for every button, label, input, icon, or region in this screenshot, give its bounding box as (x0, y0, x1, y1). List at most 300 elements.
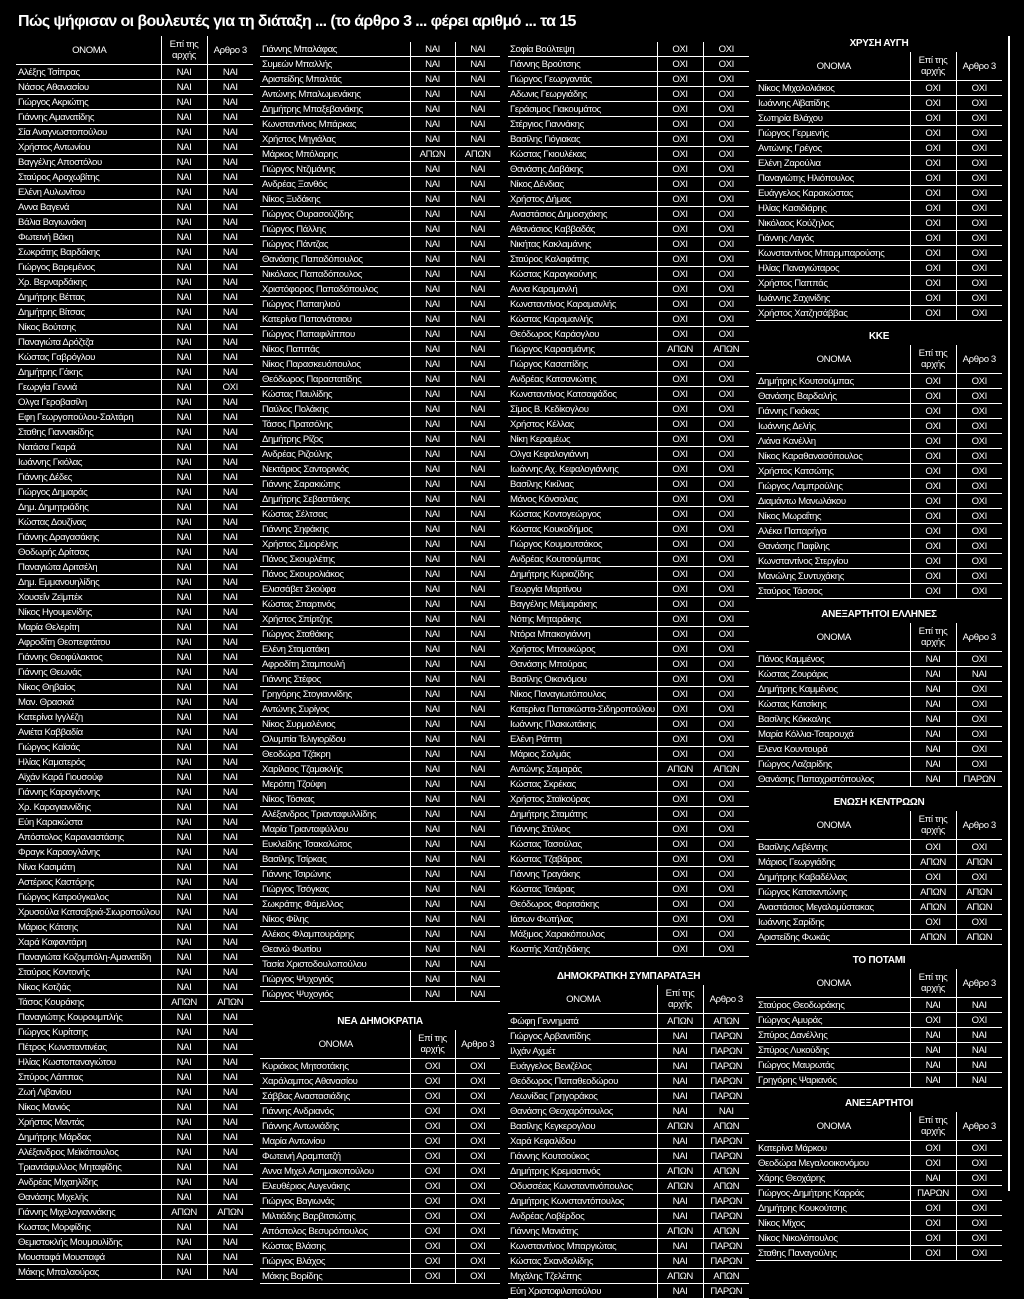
table-row (16, 1130, 253, 1145)
vote-article3: ΝΑΙ (207, 920, 253, 935)
vote-article3: ΟΧΙ (956, 509, 1002, 524)
table-row (756, 509, 1002, 524)
vote-table (756, 811, 1002, 945)
mp-name: Μαν. Θρασκιά (16, 695, 161, 710)
mp-name: Μιχάλης Τζελέπης (508, 1269, 657, 1284)
vote-principle: ΟΧΙ (657, 327, 703, 342)
table-row (508, 627, 749, 642)
mp-name: Δημήτρης Κουτσούμπας (756, 374, 910, 389)
mp-name: Κωστής Χατζηδάκης (508, 942, 657, 957)
vote-article3: ΟΧΙ (956, 1186, 1002, 1201)
mp-name: Δημήτρης Σεβαστάκης (260, 492, 410, 507)
table-row (756, 404, 1002, 419)
vote-principle: ΟΧΙ (910, 1246, 956, 1261)
table-row (16, 1145, 253, 1160)
mp-name: Βασίλης Λεβέντης (756, 840, 910, 855)
vote-article3: ΟΧΙ (703, 687, 749, 702)
table-row (16, 605, 253, 620)
table-row (16, 845, 253, 860)
mp-name: Ανδρέας Λοβέρδος (508, 1209, 657, 1224)
table-row (16, 650, 253, 665)
vote-principle: ΝΑΙ (410, 177, 455, 192)
table-row (260, 42, 500, 57)
table-row (756, 126, 1002, 141)
table-row (260, 132, 500, 147)
mp-name: Κώστας Κατσίκης (756, 697, 910, 712)
table-row (260, 1194, 500, 1209)
table-row (260, 597, 500, 612)
mp-name: Κώστας Τσιάρας (508, 882, 657, 897)
table-row (756, 569, 1002, 584)
vote-principle: ΝΑΙ (161, 635, 207, 650)
table-row (508, 1149, 749, 1164)
header-principle: Επί της αρχής (410, 1030, 455, 1059)
table-row (756, 870, 1002, 885)
mp-name: Γεράσιμος Γιακουμάτος (508, 102, 657, 117)
vote-article3: ΝΑΙ (207, 605, 253, 620)
vote-article3: ΟΧΙ (703, 327, 749, 342)
mp-name: Γιάννης Βρούτσης (508, 57, 657, 72)
mp-name: Γιώργος Κατσιαντώνης (756, 885, 910, 900)
table-row (16, 680, 253, 695)
vote-principle: ΝΑΙ (161, 755, 207, 770)
vote-article3: ΟΧΙ (956, 141, 1002, 156)
table-row (260, 117, 500, 132)
vote-article3: ΝΑΙ (207, 170, 253, 185)
table-row (508, 927, 749, 942)
mp-name: Γιάννης Μανιάτης (508, 1224, 657, 1239)
table-row (508, 1209, 749, 1224)
vote-principle: ΝΑΙ (410, 672, 455, 687)
table-row (508, 852, 749, 867)
vote-article3: ΑΠΩΝ (207, 1205, 253, 1220)
header-name: ΟΝΟΜΑ (756, 623, 910, 652)
header-principle: Επί της αρχής (910, 623, 956, 652)
vote-article3: ΟΧΙ (703, 117, 749, 132)
vote-article3: ΝΑΙ (455, 777, 500, 792)
vote-principle: ΑΠΩΝ (657, 1119, 703, 1134)
mp-name: Βάλια Βαγιωνάκη (16, 215, 161, 230)
mp-name: Σωκράτης Φάμελλος (260, 897, 410, 912)
vote-principle: ΟΧΙ (657, 477, 703, 492)
vote-article3: ΟΧΙ (956, 652, 1002, 667)
vote-article3: ΟΧΙ (703, 432, 749, 447)
vote-article3: ΝΑΙ (207, 590, 253, 605)
mp-name: Βασίλης Κόκκαλης (756, 712, 910, 727)
table-row (16, 710, 253, 725)
vote-article3: ΝΑΙ (207, 1175, 253, 1190)
anel-section (756, 607, 1002, 787)
vote-principle: ΟΧΙ (410, 1074, 455, 1089)
vote-principle: ΝΑΙ (910, 682, 956, 697)
table-row (16, 755, 253, 770)
vote-article3: ΟΧΙ (703, 87, 749, 102)
vote-article3: ΝΑΙ (207, 320, 253, 335)
vote-article3: ΝΑΙ (207, 1115, 253, 1130)
vote-principle: ΟΧΙ (657, 522, 703, 537)
vote-principle: ΟΧΙ (910, 1156, 956, 1171)
mp-name: Γιώργος Ψυχογιός (260, 972, 410, 987)
vote-principle: ΟΧΙ (657, 312, 703, 327)
vote-principle: ΟΧΙ (910, 539, 956, 554)
vote-principle: ΝΑΙ (410, 477, 455, 492)
vote-principle: ΑΠΩΝ (657, 1269, 703, 1284)
vote-article3: ΟΧΙ (703, 477, 749, 492)
vote-principle: ΟΧΙ (657, 87, 703, 102)
vote-principle: ΝΑΙ (410, 312, 455, 327)
mp-name: Γιώργος Γεωργαντάς (508, 72, 657, 87)
table-row (16, 1085, 253, 1100)
table-row (508, 117, 749, 132)
vote-principle: ΝΑΙ (910, 727, 956, 742)
table-row (260, 942, 500, 957)
mp-name: Πέτρος Κωνσταντινέας (16, 1040, 161, 1055)
vote-article3: ΝΑΙ (207, 665, 253, 680)
xa-section (756, 36, 1002, 321)
mp-name: Φωτεινή Αραμπατζή (260, 1149, 410, 1164)
table-row (508, 1104, 749, 1119)
table-row (260, 612, 500, 627)
vote-article3: ΟΧΙ (956, 404, 1002, 419)
table-row (508, 1119, 749, 1134)
vote-article3: ΝΑΙ (207, 950, 253, 965)
vote-principle: ΝΑΙ (910, 1171, 956, 1186)
mp-name: Αντώνης Γρέγος (756, 141, 910, 156)
table-row (16, 200, 253, 215)
header-name: ΟΝΟΜΑ (260, 1030, 410, 1059)
table-row (260, 1209, 500, 1224)
vote-article3: ΟΧΙ (956, 126, 1002, 141)
mp-name: Αντώνης Μπαλωμενάκης (260, 87, 410, 102)
vote-article3: ΠΑΡΩΝ (703, 1074, 749, 1089)
vote-principle: ΝΑΙ (161, 95, 207, 110)
mp-name: Δημ. Δημητριάδης (16, 500, 161, 515)
vote-article3: ΑΠΩΝ (703, 1269, 749, 1284)
vote-principle: ΝΑΙ (161, 860, 207, 875)
table-row (508, 687, 749, 702)
table-row (756, 186, 1002, 201)
table-row (508, 582, 749, 597)
mp-name: Σταύρος Αραχωβίτης (16, 170, 161, 185)
table-row (508, 282, 749, 297)
table-row (508, 792, 749, 807)
table-row (756, 1246, 1002, 1261)
table-row (508, 1284, 749, 1299)
vote-article3: ΝΑΙ (455, 87, 500, 102)
table-row (260, 147, 500, 162)
vote-table (756, 1112, 1002, 1261)
vote-article3: ΑΠΩΝ (956, 885, 1002, 900)
vote-principle: ΟΧΙ (910, 276, 956, 291)
table-row (756, 855, 1002, 870)
mp-name: Τασία Χριστοδουλοπούλου (260, 957, 410, 972)
vote-article3: ΟΧΙ (956, 524, 1002, 539)
vote-article3: ΟΧΙ (703, 417, 749, 432)
vote-principle: ΝΑΙ (410, 882, 455, 897)
vote-article3: ΟΧΙ (703, 747, 749, 762)
vote-principle: ΝΑΙ (161, 545, 207, 560)
vote-article3: ΝΑΙ (207, 365, 253, 380)
vote-principle: ΝΑΙ (657, 1239, 703, 1254)
vote-principle: ΟΧΙ (657, 537, 703, 552)
table-row (16, 890, 253, 905)
vote-article3: ΟΧΙ (703, 42, 749, 57)
vote-principle: ΟΧΙ (910, 126, 956, 141)
mp-name: Σταύρος Κοντονής (16, 965, 161, 980)
vote-article3: ΟΧΙ (703, 567, 749, 582)
table-row (260, 327, 500, 342)
vote-article3: ΝΑΙ (956, 998, 1002, 1013)
table-row (16, 350, 253, 365)
vote-principle: ΝΑΙ (410, 777, 455, 792)
vote-principle: ΟΧΙ (657, 582, 703, 597)
table-row (260, 837, 500, 852)
mp-name: Θεοδώρα Τζάκρη (260, 747, 410, 762)
mp-name: Πάνος Σκουρολιάκος (260, 567, 410, 582)
vote-article3: ΟΧΙ (956, 464, 1002, 479)
table-row (260, 687, 500, 702)
party-title: ΕΝΩΣΗ ΚΕΝΤΡΩΩΝ (833, 797, 925, 808)
vote-principle: ΝΑΙ (657, 1059, 703, 1074)
vote-principle: ΟΧΙ (657, 207, 703, 222)
vote-principle: ΑΠΩΝ (410, 147, 455, 162)
table-row (260, 237, 500, 252)
mp-name: Ανδρέας Κουτσούμπας (508, 552, 657, 567)
vote-article3: ΝΑΙ (207, 395, 253, 410)
table-row (508, 72, 749, 87)
table-row (16, 65, 253, 80)
vote-principle: ΝΑΙ (910, 1028, 956, 1043)
vote-principle: ΝΑΙ (410, 807, 455, 822)
mp-name: Γιάννης Ανδριανός (260, 1104, 410, 1119)
vote-table (508, 42, 749, 957)
table-row (508, 552, 749, 567)
vote-article3: ΝΑΙ (207, 875, 253, 890)
mp-name: Σωτηρία Βλάχου (756, 111, 910, 126)
table-row (260, 882, 500, 897)
table-row (16, 785, 253, 800)
vote-principle: ΝΑΙ (410, 402, 455, 417)
vote-principle: ΝΑΙ (161, 950, 207, 965)
vote-article3: ΝΑΙ (207, 560, 253, 575)
table-row (260, 57, 500, 72)
vote-table (756, 345, 1002, 599)
header-name: ΟΝΟΜΑ (756, 811, 910, 840)
table-row (508, 252, 749, 267)
vote-principle: ΟΧΙ (910, 389, 956, 404)
table-row (16, 1055, 253, 1070)
vote-principle: ΝΑΙ (410, 117, 455, 132)
vote-principle: ΟΧΙ (657, 807, 703, 822)
vote-principle: ΝΑΙ (161, 905, 207, 920)
table-row (756, 1141, 1002, 1156)
table-row (16, 395, 253, 410)
table-row (260, 387, 500, 402)
table-row (508, 822, 749, 837)
table-row (16, 695, 253, 710)
mp-name: Γιάννης Σαρακιώτης (260, 477, 410, 492)
table-row (16, 920, 253, 935)
table-row (508, 1164, 749, 1179)
vote-principle: ΝΑΙ (161, 965, 207, 980)
mp-name: Γιάννης Γκιόκας (756, 404, 910, 419)
vote-article3: ΝΑΙ (207, 650, 253, 665)
mp-name: Ηλίας Παναγιώταρος (756, 261, 910, 276)
vote-article3: ΟΧΙ (703, 447, 749, 462)
vote-principle: ΟΧΙ (910, 1013, 956, 1028)
vote-article3: ΟΧΙ (703, 312, 749, 327)
mp-name: Ελενα Κουντουρά (756, 742, 910, 757)
mp-name: Θανάσης Παπαδόπουλος (260, 252, 410, 267)
table-row (508, 612, 749, 627)
vote-principle: ΝΑΙ (161, 875, 207, 890)
vote-article3: ΝΑΙ (455, 432, 500, 447)
vote-principle: ΟΧΙ (657, 222, 703, 237)
mp-name: Νικόλαος Παπαδόπουλος (260, 267, 410, 282)
vote-principle: ΝΑΙ (161, 440, 207, 455)
mp-name: Συμεών Μπαλλής (260, 57, 410, 72)
table-row (16, 500, 253, 515)
table-row (756, 494, 1002, 509)
vote-article3: ΟΧΙ (455, 1134, 500, 1149)
table-row (260, 1269, 500, 1284)
vote-article3: ΝΑΙ (455, 357, 500, 372)
mp-name: Νίκος Θηβαίος (16, 680, 161, 695)
vote-article3: ΝΑΙ (455, 612, 500, 627)
vote-principle: ΝΑΙ (161, 605, 207, 620)
vote-article3: ΟΧΙ (703, 792, 749, 807)
mp-name: Νίκος Παππάς (260, 342, 410, 357)
vote-principle: ΝΑΙ (410, 432, 455, 447)
vote-article3: ΝΑΙ (207, 1265, 253, 1280)
mp-name: Γιάννης Μιχελογιαννάκης (16, 1205, 161, 1220)
table-row (756, 111, 1002, 126)
vote-principle: ΝΑΙ (161, 650, 207, 665)
vote-article3: ΝΑΙ (207, 185, 253, 200)
mp-name: Θανάσης Δαβάκης (508, 162, 657, 177)
mp-name: Δημήτρης Ρίζος (260, 432, 410, 447)
table-row (16, 515, 253, 530)
vote-table (756, 623, 1002, 787)
vote-principle: ΝΑΙ (410, 507, 455, 522)
mp-name: Σία Αναγνωστοπούλου (16, 125, 161, 140)
vote-principle: ΝΑΙ (161, 140, 207, 155)
mp-name: Τριαντάφυλλος Μηταφίδης (16, 1160, 161, 1175)
vote-principle: ΟΧΙ (657, 657, 703, 672)
vote-article3: ΝΑΙ (455, 522, 500, 537)
table-row (260, 102, 500, 117)
table-row (260, 567, 500, 582)
table-row (508, 897, 749, 912)
mp-name: Φωτεινή Βάκη (16, 230, 161, 245)
table-row (16, 800, 253, 815)
table-row (260, 192, 500, 207)
mp-name: Χαρά Κεφαλίδου (508, 1134, 657, 1149)
mp-name: Κατερίνα Παπακώστα-Σιδηροπούλου (508, 702, 657, 717)
mp-name: Τάσος Πρατσόλης (260, 417, 410, 432)
vote-principle: ΟΧΙ (910, 840, 956, 855)
vote-article3: ΝΑΙ (455, 747, 500, 762)
mp-name: Ελένη Ράπτη (508, 732, 657, 747)
header-article3: Αρθρο 3 (956, 345, 1002, 374)
vote-principle: ΟΧΙ (657, 702, 703, 717)
vote-principle: ΝΑΙ (410, 327, 455, 342)
mp-name: Αστέριος Καστόρης (16, 875, 161, 890)
vote-article3: ΟΧΙ (703, 402, 749, 417)
mp-name: Ιωάννης Αϊβατίδης (756, 96, 910, 111)
vote-article3: ΟΧΙ (455, 1164, 500, 1179)
table-row (260, 912, 500, 927)
vote-article3: ΝΑΙ (455, 477, 500, 492)
mp-name: Ιωάννης Πλακιωτάκης (508, 717, 657, 732)
vote-article3: ΝΑΙ (455, 327, 500, 342)
table-row (260, 1149, 500, 1164)
vote-principle: ΟΧΙ (657, 417, 703, 432)
vote-article3: ΟΧΙ (703, 522, 749, 537)
vote-principle: ΟΧΙ (657, 57, 703, 72)
mp-name: Κώστας Γαβρόγλου (16, 350, 161, 365)
vote-article3: ΝΑΙ (455, 102, 500, 117)
vote-principle: ΝΑΙ (910, 712, 956, 727)
mp-name: Χάρης Θεοχάρης (756, 1171, 910, 1186)
vote-principle: ΝΑΙ (161, 290, 207, 305)
vote-article3: ΟΧΙ (703, 897, 749, 912)
table-row (756, 524, 1002, 539)
vote-principle: ΝΑΙ (161, 1160, 207, 1175)
mp-name: Γιάννης Θεοφύλακτος (16, 650, 161, 665)
table-row (508, 342, 749, 357)
mp-name: Αριστείδης Φωκάς (756, 930, 910, 945)
vote-article3: ΟΧΙ (703, 777, 749, 792)
vote-article3: ΟΧΙ (703, 642, 749, 657)
vote-principle: ΝΑΙ (161, 215, 207, 230)
table-row (260, 492, 500, 507)
table-row (508, 447, 749, 462)
mp-name: Παναγιώτα Κοζομπόλη-Αμανατίδη (16, 950, 161, 965)
mp-name: Κώστας Σπαρτινός (260, 597, 410, 612)
vote-table (508, 985, 749, 1299)
vote-article3: ΟΧΙ (956, 697, 1002, 712)
table-row (756, 840, 1002, 855)
vote-principle: ΝΑΙ (657, 1149, 703, 1164)
vote-principle: ΝΑΙ (161, 830, 207, 845)
table-row (260, 1134, 500, 1149)
mp-name: Χρ. Βερναρδάκης (16, 275, 161, 290)
mp-name: Οδυσσέας Κωνσταντινόπουλος (508, 1179, 657, 1194)
vote-principle: ΝΑΙ (410, 222, 455, 237)
table-row (508, 177, 749, 192)
vote-article3: ΝΑΙ (207, 80, 253, 95)
vote-article3: ΝΑΙ (455, 537, 500, 552)
table-row (756, 1058, 1002, 1073)
vote-principle: ΝΑΙ (410, 852, 455, 867)
mp-name: Αναστάσιος Δημοσχάκης (508, 207, 657, 222)
table-row (508, 312, 749, 327)
vote-article3: ΝΑΙ (455, 72, 500, 87)
vote-principle: ΝΑΙ (161, 665, 207, 680)
vote-principle: ΟΧΙ (657, 72, 703, 87)
vote-article3: ΝΑΙ (455, 417, 500, 432)
vote-article3: ΝΑΙ (956, 1058, 1002, 1073)
vote-principle: ΝΑΙ (657, 1254, 703, 1269)
vote-article3: ΟΧΙ (703, 72, 749, 87)
vote-principle: ΝΑΙ (410, 627, 455, 642)
table-row (260, 1239, 500, 1254)
vote-article3: ΟΧΙ (455, 1194, 500, 1209)
mp-name: Κατερίνα Μάρκου (756, 1141, 910, 1156)
mp-name: Ζωή Λιβανίου (16, 1085, 161, 1100)
mp-name: Χρήστος Δήμας (508, 192, 657, 207)
